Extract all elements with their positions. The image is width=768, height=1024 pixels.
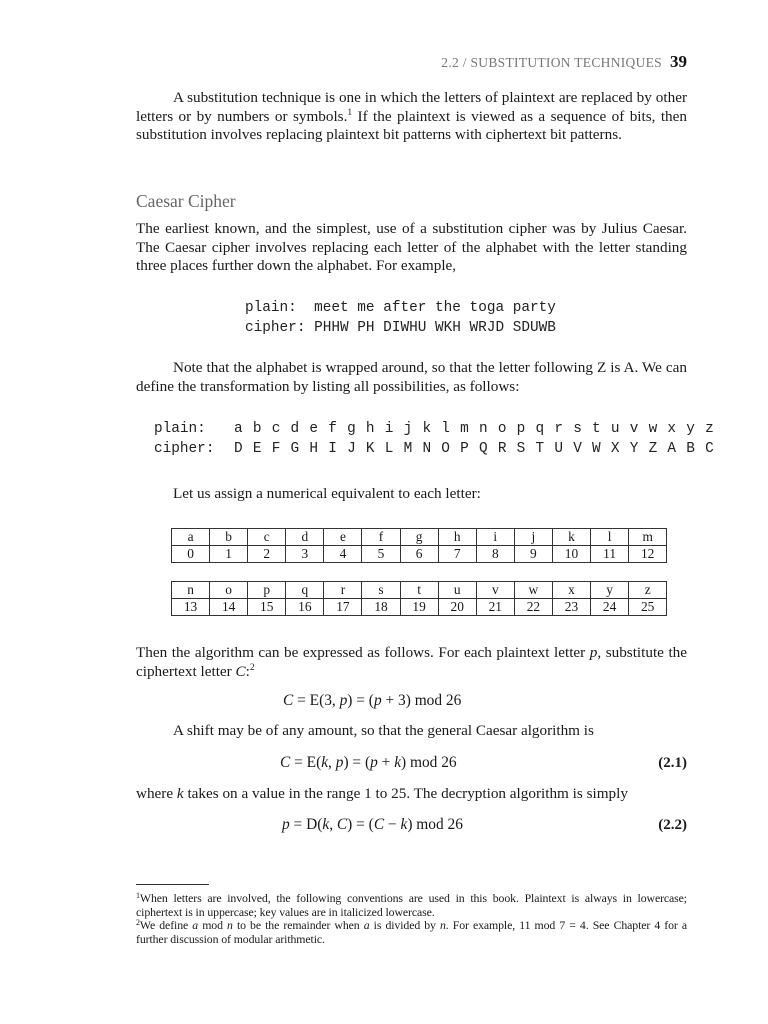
table-cell-letter: e [324, 529, 362, 546]
intro-text-continued: If the plaintext is viewed as a sequence of bits, then substitution involves replacing plaintext bit patterns with ciphertext bit patterns. [136, 107, 687, 143]
table-cell-number: 3 [286, 546, 324, 563]
plain-letter: a [234, 421, 243, 437]
footnote-marker: 2 [136, 918, 140, 927]
table-cell-letter: h [438, 529, 476, 546]
plain-letter: j [403, 421, 413, 437]
table-cell-number: 22 [514, 599, 552, 616]
letter-number-table-n-z [171, 581, 667, 616]
table-cell-number: 9 [514, 546, 552, 563]
table-cell-number: 4 [324, 546, 362, 563]
example-cipher-text: PHHW PH DIWHU WKH WRJD SDUWB [314, 320, 556, 336]
variable-n: n [439, 918, 446, 932]
equation-basic: C = E(3, p) = (p + 3) mod 26 [283, 692, 462, 709]
table-cell-number: 25 [629, 599, 667, 616]
mapping-plain-letters [234, 421, 724, 437]
table-cell-letter: b [210, 529, 248, 546]
cipher-letter: U [554, 441, 563, 457]
running-head [441, 52, 687, 72]
plain-letter: i [384, 421, 394, 437]
table-cell-number: 8 [476, 546, 514, 563]
table-cell-letter: g [400, 529, 438, 546]
cipher-letter: C [705, 441, 714, 457]
example-plain-text: meet me after the toga party [314, 300, 556, 316]
footnote-1 [136, 892, 687, 919]
plain-letter: x [667, 421, 677, 437]
table-cell-letter: c [248, 529, 286, 546]
table-cell-letter: i [476, 529, 514, 546]
table-cell-number: 15 [248, 599, 286, 616]
cipher-letter: J [347, 441, 356, 457]
equation-general: C = E(k, p) = (p + k) mod 26 [280, 754, 457, 771]
plain-letter: h [365, 421, 375, 437]
table-cell-number: 21 [476, 599, 514, 616]
plain-letter: b [252, 421, 262, 437]
cipher-letter: O [441, 441, 450, 457]
algorithm-paragraph [136, 644, 687, 681]
intro-text: A substitution technique is one in which the letters of plaintext are replaced by other letters or by numbers or symbols. [136, 89, 687, 125]
cipher-letter: S [516, 441, 526, 457]
example-plain-label: plain: [245, 300, 297, 316]
footnote-text: mod [198, 918, 228, 932]
range-paragraph [136, 785, 687, 804]
footnote-text: When letters are involved, the following conventions are used in this book. Plaintext is always in lowercase; ciphertext is in uppercase; key values are in italicized lowercase. [136, 891, 687, 919]
plain-letter: r [554, 421, 563, 437]
cipher-letter: L [384, 441, 394, 457]
cipher-letter: Q [478, 441, 488, 457]
cipher-letter: D [234, 441, 243, 457]
table-cell-letter: m [629, 529, 667, 546]
table-cell-letter: n [172, 582, 210, 599]
table-cell-number: 12 [629, 546, 667, 563]
footnote-rule [136, 884, 209, 885]
example-cipher-line [245, 320, 556, 336]
table-cell-number: 10 [552, 546, 590, 563]
variable-p: p [589, 644, 598, 661]
equation-number-2-1: (2.1) [658, 755, 687, 771]
variable-a: a [363, 918, 370, 932]
footnote-text: is divided by [369, 918, 440, 932]
example-plain-line [245, 300, 556, 316]
table-row-numbers [172, 546, 667, 563]
example-cipher-label: cipher: [245, 320, 306, 336]
table-cell-letter: d [286, 529, 324, 546]
intro-paragraph [136, 89, 687, 145]
cipher-letter: H [309, 441, 319, 457]
cipher-letter: N [422, 441, 432, 457]
mapping-cipher-label: cipher: [154, 441, 215, 457]
table-cell-letter: u [438, 582, 476, 599]
equation-number-2-2: (2.2) [658, 817, 687, 833]
table-cell-letter: r [324, 582, 362, 599]
cipher-letter: R [497, 441, 507, 457]
plain-letter: n [478, 421, 488, 437]
assign-paragraph: Let us assign a numerical equivalent to each letter: [173, 485, 481, 502]
letter-number-table-a-m [171, 528, 667, 563]
table-cell-letter: f [362, 529, 400, 546]
table-row-letters [172, 582, 667, 599]
cipher-letter: F [271, 441, 281, 457]
section-heading: Caesar Cipher [136, 191, 236, 211]
table-cell-letter: z [629, 582, 667, 599]
equation-decrypt: p = D(k, C) = (C − k) mod 26 [282, 816, 463, 833]
cipher-letter: G [290, 441, 300, 457]
caesar-paragraph: The earliest known, and the simplest, use of a substitution cipher was by Julius Caesar. The Caesar cipher involves replacing each letter of the alphabet with the letter standing three places further down the alphabet. For example, [136, 220, 687, 274]
plain-letter: q [535, 421, 545, 437]
wrap-paragraph: Note that the alphabet is wrapped around, so that the letter following Z is A. We can define the transformation by listing all possibilities, as follows: [136, 359, 687, 395]
mapping-plain-label: plain: [154, 421, 206, 437]
footnote-ref-2[interactable]: 2 [249, 662, 255, 673]
cipher-letter: M [403, 441, 413, 457]
table-cell-number: 19 [400, 599, 438, 616]
table-cell-number: 18 [362, 599, 400, 616]
table-cell-number: 23 [552, 599, 590, 616]
table-cell-number: 5 [362, 546, 400, 563]
table-cell-number: 2 [248, 546, 286, 563]
range-text: where [136, 785, 177, 802]
table-cell-letter: v [476, 582, 514, 599]
variable-k: k [176, 785, 184, 802]
plain-letter: p [516, 421, 526, 437]
footnote-text: . For example, 11 mod 7 = 4. See Chapter 4 for a further discussion of modular arithmetic. [136, 918, 687, 946]
page-number: 39 [670, 52, 687, 71]
plain-letter: c [271, 421, 281, 437]
plain-letter: l [441, 421, 450, 437]
cipher-letter: V [573, 441, 582, 457]
table-cell-number: 11 [591, 546, 629, 563]
table-cell-letter: s [362, 582, 400, 599]
footnote-text: to be the remainder when [232, 918, 364, 932]
plain-letter: e [309, 421, 319, 437]
algorithm-colon: : [245, 662, 250, 680]
plain-letter: w [648, 421, 658, 437]
table-cell-number: 1 [210, 546, 248, 563]
table-cell-number: 24 [591, 599, 629, 616]
plain-letter: o [497, 421, 507, 437]
cipher-letter: P [460, 441, 469, 457]
variable-c: C [235, 662, 246, 680]
algorithm-text: Then the algorithm can be expressed as follows. For each plaintext letter [136, 644, 590, 661]
variable-n: n [227, 918, 233, 932]
shift-paragraph: A shift may be of any amount, so that the general Caesar algorithm is [173, 722, 594, 739]
cipher-letter: Y [629, 441, 639, 457]
table-cell-letter: o [210, 582, 248, 599]
plain-letter: z [705, 421, 714, 437]
footnote-ref-1[interactable]: 1 [347, 107, 353, 118]
table-cell-letter: j [514, 529, 552, 546]
running-head-section: 2.2 / SUBSTITUTION TECHNIQUES [441, 55, 662, 70]
table-cell-number: 16 [286, 599, 324, 616]
table-cell-letter: p [248, 582, 286, 599]
cipher-letter: E [252, 441, 262, 457]
plain-letter: f [328, 421, 337, 437]
plain-letter: d [290, 421, 300, 437]
table-cell-number: 17 [324, 599, 362, 616]
table-cell-number: 6 [400, 546, 438, 563]
cipher-letter: B [686, 441, 695, 457]
cipher-letter: K [365, 441, 375, 457]
plain-letter: t [592, 421, 601, 437]
footnote-marker: 1 [136, 891, 140, 900]
table-cell-letter: w [514, 582, 552, 599]
table-cell-letter: k [552, 529, 590, 546]
plain-letter: g [347, 421, 356, 437]
cipher-letter: Z [648, 441, 658, 457]
table-cell-letter: l [591, 529, 629, 546]
plain-letter: u [610, 421, 620, 437]
table-row-numbers [172, 599, 667, 616]
table-cell-letter: x [552, 582, 590, 599]
footnote-text: We define [139, 918, 193, 932]
table-cell-letter: y [591, 582, 629, 599]
mapping-cipher-row [154, 441, 724, 457]
variable-a: a [192, 918, 199, 932]
cipher-letter: W [592, 441, 601, 457]
mapping-plain-row [154, 421, 724, 437]
footnote-2 [136, 919, 687, 946]
table-cell-number: 0 [172, 546, 210, 563]
plain-letter: m [460, 421, 469, 437]
table-cell-letter: t [400, 582, 438, 599]
plain-letter: y [686, 421, 695, 437]
cipher-letter: T [535, 441, 545, 457]
algorithm-text-continued: , substitute the ciphertext letter [136, 644, 687, 680]
cipher-letter: I [328, 441, 337, 457]
table-cell-number: 7 [438, 546, 476, 563]
plain-letter: k [422, 421, 432, 437]
range-text-continued: takes on a value in the range 1 to 25. The decryption algorithm is simply [183, 785, 628, 802]
plain-letter: s [573, 421, 582, 437]
table-cell-number: 20 [438, 599, 476, 616]
table-row-letters [172, 529, 667, 546]
mapping-cipher-letters [234, 441, 724, 457]
table-cell-letter: a [172, 529, 210, 546]
table-cell-number: 13 [172, 599, 210, 616]
table-cell-number: 14 [210, 599, 248, 616]
table-cell-letter: q [286, 582, 324, 599]
plain-letter: v [629, 421, 639, 437]
cipher-letter: X [610, 441, 620, 457]
cipher-letter: A [667, 441, 677, 457]
